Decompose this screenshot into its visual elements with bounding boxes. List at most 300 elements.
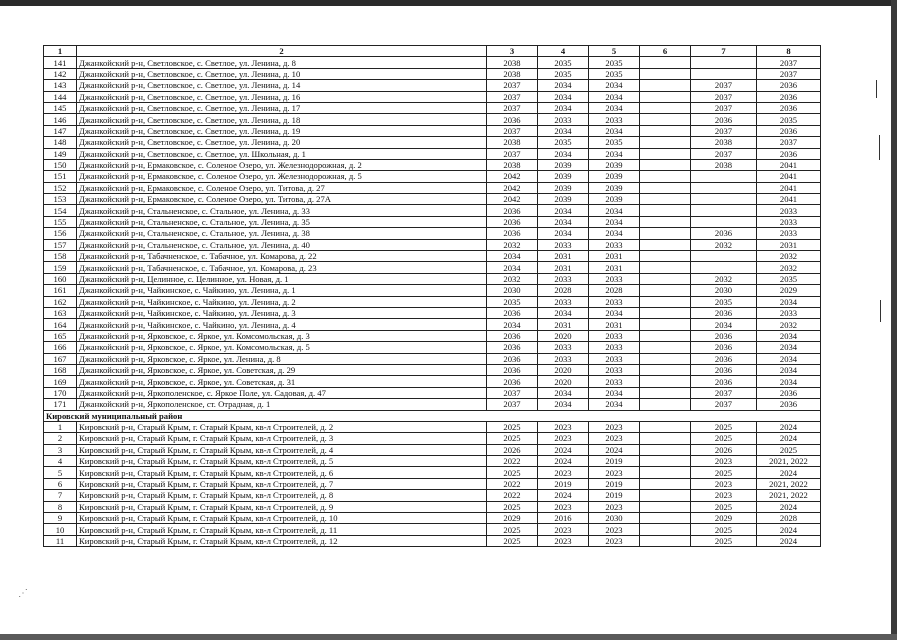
year-cell: [640, 228, 691, 239]
year-cell: 2024: [757, 467, 821, 478]
year-cell: 2033: [538, 273, 589, 284]
address-cell: Джанкойский р-н, Чайкинское, с. Чайкино, ул. Ленина, д. 3: [77, 307, 487, 318]
table-row: [44, 433, 821, 444]
year-cell: 2031: [538, 262, 589, 273]
year-cell: 2039: [538, 182, 589, 193]
year-cell: [640, 478, 691, 489]
row-number: 7: [44, 490, 77, 501]
year-cell: [640, 251, 691, 262]
year-cell: 2035: [589, 57, 640, 68]
row-number: 143: [44, 80, 77, 91]
year-cell: 2035: [589, 68, 640, 79]
address-cell: Кировский р-н, Старый Крым, г. Старый Крым, кв-л Строителей, д. 4: [77, 444, 487, 455]
year-cell: 2035: [691, 296, 757, 307]
row-number: 166: [44, 342, 77, 353]
header-row: [44, 46, 821, 57]
year-cell: [640, 353, 691, 364]
year-cell: [691, 205, 757, 216]
year-cell: [640, 68, 691, 79]
year-cell: [640, 467, 691, 478]
year-cell: 2037: [691, 387, 757, 398]
table-row: [44, 319, 821, 330]
year-cell: 2033: [538, 342, 589, 353]
year-cell: 2032: [691, 239, 757, 250]
year-cell: 2023: [538, 467, 589, 478]
year-cell: [640, 319, 691, 330]
row-number: 154: [44, 205, 77, 216]
year-cell: 2037: [691, 91, 757, 102]
year-cell: 2036: [691, 376, 757, 387]
year-cell: [640, 137, 691, 148]
address-cell: Кировский р-н, Старый Крым, г. Старый Крым, кв-л Строителей, д. 6: [77, 467, 487, 478]
row-number: 146: [44, 114, 77, 125]
year-cell: 2034: [538, 387, 589, 398]
row-number: 171: [44, 399, 77, 410]
address-cell: Джанкойский р-н, Светловское, с. Светлое, ул. Ленина, д. 17: [77, 102, 487, 113]
year-cell: 2038: [487, 159, 538, 170]
year-cell: [640, 444, 691, 455]
address-cell: Джанкойский р-н, Светловское, с. Светлое, ул. Ленина, д. 20: [77, 137, 487, 148]
year-cell: 2033: [589, 364, 640, 375]
year-cell: [691, 262, 757, 273]
year-cell: 2035: [487, 296, 538, 307]
address-cell: Кировский р-н, Старый Крым, г. Старый Крым, кв-л Строителей, д. 8: [77, 490, 487, 501]
address-cell: Джанкойский р-н, Светловское, с. Светлое, ул. Ленина, д. 10: [77, 68, 487, 79]
address-cell: Джанкойский р-н, Светловское, с. Светлое, ул. Ленина, д. 19: [77, 125, 487, 136]
scan-right-edge: [891, 0, 897, 640]
row-number: 11: [44, 535, 77, 546]
year-cell: 2021, 2022: [757, 478, 821, 489]
year-cell: 2033: [589, 273, 640, 284]
year-cell: 2033: [757, 216, 821, 227]
year-cell: 2034: [487, 262, 538, 273]
table-head: [44, 46, 821, 57]
year-cell: [640, 490, 691, 501]
year-cell: 2034: [538, 216, 589, 227]
year-cell: 2032: [487, 273, 538, 284]
year-cell: 2036: [691, 353, 757, 364]
year-cell: 2019: [589, 456, 640, 467]
column-header-5: 5: [589, 46, 640, 57]
year-cell: 2023: [589, 524, 640, 535]
year-cell: 2036: [691, 228, 757, 239]
address-cell: Джанкойский р-н, Яркополенское, с. Яркое Поле, ул. Садовая, д. 47: [77, 387, 487, 398]
row-number: 157: [44, 239, 77, 250]
table-row: [44, 114, 821, 125]
table-row: [44, 216, 821, 227]
year-cell: 2034: [538, 205, 589, 216]
year-cell: [640, 513, 691, 524]
year-cell: 2023: [589, 433, 640, 444]
year-cell: 2030: [691, 285, 757, 296]
year-cell: 2019: [538, 478, 589, 489]
year-cell: 2028: [538, 285, 589, 296]
year-cell: 2037: [487, 399, 538, 410]
year-cell: 2034: [589, 205, 640, 216]
address-cell: Джанкойский р-н, Стальненское, с. Стальное, ул. Ленина, д. 40: [77, 239, 487, 250]
table-row: [44, 228, 821, 239]
row-number: 4: [44, 456, 77, 467]
year-cell: [640, 330, 691, 341]
address-cell: Джанкойский р-н, Светловское, с. Светлое, ул. Ленина, д. 8: [77, 57, 487, 68]
row-number: 151: [44, 171, 77, 182]
year-cell: 2034: [757, 342, 821, 353]
year-cell: 2025: [487, 501, 538, 512]
year-cell: 2024: [757, 535, 821, 546]
row-number: 10: [44, 524, 77, 535]
row-number: 170: [44, 387, 77, 398]
year-cell: 2024: [538, 456, 589, 467]
address-cell: Кировский р-н, Старый Крым, г. Старый Крым, кв-л Строителей, д. 2: [77, 421, 487, 432]
table-row: [44, 467, 821, 478]
year-cell: 2034: [487, 251, 538, 262]
table-row: [44, 205, 821, 216]
column-header-4: 4: [538, 46, 589, 57]
year-cell: 2037: [487, 91, 538, 102]
year-cell: 2023: [538, 524, 589, 535]
year-cell: 2037: [757, 68, 821, 79]
year-cell: [640, 535, 691, 546]
year-cell: 2031: [538, 251, 589, 262]
year-cell: 2034: [538, 148, 589, 159]
table-body: [44, 57, 821, 547]
year-cell: 2024: [757, 501, 821, 512]
year-cell: [640, 421, 691, 432]
year-cell: 2022: [487, 490, 538, 501]
year-cell: 2031: [757, 239, 821, 250]
row-number: 167: [44, 353, 77, 364]
year-cell: [640, 307, 691, 318]
year-cell: 2025: [487, 433, 538, 444]
year-cell: 2037: [487, 80, 538, 91]
year-cell: 2021, 2022: [757, 456, 821, 467]
address-cell: Джанкойский р-н, Светловское, с. Светлое, ул. Ленина, д. 14: [77, 80, 487, 91]
table-row: [44, 91, 821, 102]
row-number: 144: [44, 91, 77, 102]
year-cell: [640, 205, 691, 216]
year-cell: [640, 387, 691, 398]
address-cell: Джанкойский р-н, Ермаковское, с. Соленое Озеро, ул. Железнодорожная, д. 5: [77, 171, 487, 182]
year-cell: 2025: [487, 524, 538, 535]
table-row: [44, 171, 821, 182]
year-cell: [640, 296, 691, 307]
section-title: Кировский муниципальный район: [44, 410, 821, 421]
table-row: [44, 513, 821, 524]
year-cell: 2034: [757, 376, 821, 387]
year-cell: 2016: [538, 513, 589, 524]
row-number: 141: [44, 57, 77, 68]
year-cell: 2038: [487, 57, 538, 68]
year-cell: 2036: [691, 342, 757, 353]
address-cell: Джанкойский р-н, Чайкинское, с. Чайкино, ул. Ленина, д. 2: [77, 296, 487, 307]
row-number: 142: [44, 68, 77, 79]
column-header-1: 1: [44, 46, 77, 57]
year-cell: [640, 364, 691, 375]
year-cell: [640, 57, 691, 68]
year-cell: 2032: [691, 273, 757, 284]
year-cell: 2034: [589, 387, 640, 398]
year-cell: 2038: [691, 137, 757, 148]
year-cell: [691, 251, 757, 262]
table-row: [44, 239, 821, 250]
table-row: [44, 57, 821, 68]
year-cell: [640, 148, 691, 159]
row-number: 150: [44, 159, 77, 170]
table-row: [44, 353, 821, 364]
row-number: 152: [44, 182, 77, 193]
year-cell: 2026: [487, 444, 538, 455]
year-cell: 2036: [487, 228, 538, 239]
year-cell: [640, 433, 691, 444]
scan-mark: [880, 300, 881, 322]
year-cell: [640, 102, 691, 113]
year-cell: [640, 125, 691, 136]
year-cell: 2035: [538, 57, 589, 68]
year-cell: 2033: [538, 239, 589, 250]
year-cell: [640, 524, 691, 535]
year-cell: 2034: [538, 102, 589, 113]
address-cell: Кировский р-н, Старый Крым, г. Старый Крым, кв-л Строителей, д. 3: [77, 433, 487, 444]
table-row: [44, 444, 821, 455]
table-row: [44, 296, 821, 307]
address-cell: Джанкойский р-н, Светловское, с. Светлое, ул. Ленина, д. 18: [77, 114, 487, 125]
address-cell: Джанкойский р-н, Чайкинское, с. Чайкино, ул. Ленина, д. 4: [77, 319, 487, 330]
year-cell: 2036: [487, 376, 538, 387]
year-cell: [640, 399, 691, 410]
year-cell: 2023: [538, 501, 589, 512]
row-number: 161: [44, 285, 77, 296]
year-cell: 2024: [589, 444, 640, 455]
year-cell: 2036: [487, 364, 538, 375]
year-cell: 2038: [691, 159, 757, 170]
year-cell: [691, 182, 757, 193]
scan-top-edge: [0, 0, 897, 6]
year-cell: [640, 376, 691, 387]
address-cell: Джанкойский р-н, Ермаковское, с. Соленое Озеро, ул. Железнодорожная, д. 2: [77, 159, 487, 170]
year-cell: 2037: [691, 102, 757, 113]
row-number: 168: [44, 364, 77, 375]
year-cell: 2034: [757, 353, 821, 364]
year-cell: [640, 285, 691, 296]
row-number: 2: [44, 433, 77, 444]
year-cell: 2036: [691, 114, 757, 125]
scan-mark: [876, 80, 877, 98]
column-header-6: 6: [640, 46, 691, 57]
address-cell: Джанкойский р-н, Светловское, с. Светлое, ул. Ленина, д. 16: [77, 91, 487, 102]
year-cell: 2034: [589, 216, 640, 227]
address-cell: Джанкойский р-н, Ермаковское, с. Соленое Озеро, ул. Титова, д. 27: [77, 182, 487, 193]
year-cell: 2036: [487, 114, 538, 125]
year-cell: 2034: [589, 80, 640, 91]
row-number: 3: [44, 444, 77, 455]
year-cell: 2036: [757, 91, 821, 102]
year-cell: 2033: [589, 296, 640, 307]
year-cell: 2021, 2022: [757, 490, 821, 501]
year-cell: 2024: [538, 490, 589, 501]
year-cell: 2041: [757, 159, 821, 170]
year-cell: [640, 273, 691, 284]
table-row: [44, 102, 821, 113]
address-cell: Джанкойский р-н, Ярковское, с. Яркое, ул. Комсомольская, д. 3: [77, 330, 487, 341]
table-row: [44, 194, 821, 205]
year-cell: 2036: [487, 216, 538, 227]
row-number: 147: [44, 125, 77, 136]
scan-mark: [879, 135, 880, 160]
table-row: [44, 262, 821, 273]
year-cell: 2034: [538, 125, 589, 136]
year-cell: 2025: [691, 433, 757, 444]
year-cell: 2031: [589, 319, 640, 330]
address-cell: Джанкойский р-н, Чайкинское, с. Чайкино, ул. Ленина, д. 1: [77, 285, 487, 296]
year-cell: 2028: [757, 513, 821, 524]
year-cell: 2034: [538, 91, 589, 102]
year-cell: 2038: [487, 68, 538, 79]
year-cell: 2035: [757, 114, 821, 125]
year-cell: 2036: [691, 307, 757, 318]
year-cell: 2034: [589, 307, 640, 318]
year-cell: 2034: [589, 228, 640, 239]
year-cell: 2023: [538, 535, 589, 546]
year-cell: 2036: [757, 387, 821, 398]
table-row: [44, 421, 821, 432]
year-cell: [640, 239, 691, 250]
year-cell: [640, 342, 691, 353]
row-number: 1: [44, 421, 77, 432]
row-number: 155: [44, 216, 77, 227]
address-cell: Джанкойский р-н, Ермаковское, с. Соленое Озеро, ул. Титова, д. 27А: [77, 194, 487, 205]
year-cell: [691, 171, 757, 182]
year-cell: 2031: [589, 262, 640, 273]
year-cell: 2039: [589, 171, 640, 182]
year-cell: 2025: [757, 444, 821, 455]
row-number: 5: [44, 467, 77, 478]
year-cell: 2034: [757, 296, 821, 307]
year-cell: 2025: [691, 421, 757, 432]
table-row: [44, 490, 821, 501]
row-number: 153: [44, 194, 77, 205]
address-cell: Кировский р-н, Старый Крым, г. Старый Крым, кв-л Строителей, д. 12: [77, 535, 487, 546]
year-cell: 2020: [538, 376, 589, 387]
year-cell: 2023: [589, 467, 640, 478]
year-cell: 2039: [589, 194, 640, 205]
year-cell: 2037: [757, 137, 821, 148]
year-cell: 2033: [589, 353, 640, 364]
year-cell: 2025: [487, 467, 538, 478]
address-cell: Кировский р-н, Старый Крым, г. Старый Крым, кв-л Строителей, д. 10: [77, 513, 487, 524]
address-cell: Джанкойский р-н, Табачненское, с. Табачное, ул. Комарова, д. 22: [77, 251, 487, 262]
year-cell: 2042: [487, 171, 538, 182]
table-row: [44, 456, 821, 467]
year-cell: 2034: [538, 307, 589, 318]
section-row: [44, 410, 821, 421]
year-cell: [640, 159, 691, 170]
address-cell: Джанкойский р-н, Стальненское, с. Стальное, ул. Ленина, д. 35: [77, 216, 487, 227]
year-cell: 2036: [691, 330, 757, 341]
address-cell: Джанкойский р-н, Целинное, с. Целинное, ул. Новая, д. 1: [77, 273, 487, 284]
address-cell: Джанкойский р-н, Ярковское, с. Яркое, ул. Советская, д. 31: [77, 376, 487, 387]
table-row: [44, 251, 821, 262]
year-cell: 2037: [487, 125, 538, 136]
year-cell: 2033: [589, 114, 640, 125]
row-number: 163: [44, 307, 77, 318]
year-cell: 2035: [757, 273, 821, 284]
year-cell: 2039: [538, 171, 589, 182]
year-cell: [640, 114, 691, 125]
column-header-2: 2: [77, 46, 487, 57]
column-header-8: 8: [757, 46, 821, 57]
column-header-3: 3: [487, 46, 538, 57]
year-cell: 2023: [589, 501, 640, 512]
year-cell: 2023: [538, 433, 589, 444]
row-number: 6: [44, 478, 77, 489]
year-cell: 2034: [589, 91, 640, 102]
year-cell: 2037: [691, 125, 757, 136]
year-cell: 2037: [487, 387, 538, 398]
table-row: [44, 524, 821, 535]
year-cell: 2034: [589, 399, 640, 410]
year-cell: 2034: [538, 399, 589, 410]
address-cell: Джанкойский р-н, Ярковское, с. Яркое, ул. Ленина, д. 8: [77, 353, 487, 364]
year-cell: 2031: [589, 251, 640, 262]
year-cell: 2041: [757, 194, 821, 205]
year-cell: 2036: [757, 148, 821, 159]
year-cell: [640, 262, 691, 273]
address-cell: Джанкойский р-н, Табачненское, с. Табачное, ул. Комарова, д. 23: [77, 262, 487, 273]
row-number: 164: [44, 319, 77, 330]
year-cell: 2030: [487, 285, 538, 296]
year-cell: [691, 194, 757, 205]
year-cell: 2039: [538, 159, 589, 170]
year-cell: 2024: [757, 421, 821, 432]
year-cell: 2037: [487, 148, 538, 159]
year-cell: 2029: [487, 513, 538, 524]
year-cell: 2035: [538, 68, 589, 79]
year-cell: 2034: [757, 364, 821, 375]
year-cell: 2025: [691, 467, 757, 478]
address-cell: Джанкойский р-н, Светловское, с. Светлое, ул. Школьная, д. 1: [77, 148, 487, 159]
schedule-table: [43, 45, 821, 547]
year-cell: 2020: [538, 364, 589, 375]
address-cell: Джанкойский р-н, Стальненское, с. Стальное, ул. Ленина, д. 38: [77, 228, 487, 239]
year-cell: 2030: [589, 513, 640, 524]
year-cell: 2033: [757, 228, 821, 239]
year-cell: 2023: [538, 421, 589, 432]
table-row: [44, 478, 821, 489]
year-cell: 2036: [487, 353, 538, 364]
table-row: [44, 137, 821, 148]
address-cell: Джанкойский р-н, Ярковское, с. Яркое, ул. Советская, д. 29: [77, 364, 487, 375]
table-row: [44, 364, 821, 375]
year-cell: 2024: [757, 433, 821, 444]
year-cell: 2036: [487, 205, 538, 216]
year-cell: [640, 216, 691, 227]
table-row: [44, 387, 821, 398]
year-cell: 2034: [589, 125, 640, 136]
address-cell: Кировский р-н, Старый Крым, г. Старый Крым, кв-л Строителей, д. 5: [77, 456, 487, 467]
row-number: 145: [44, 102, 77, 113]
year-cell: 2024: [538, 444, 589, 455]
year-cell: 2037: [691, 148, 757, 159]
year-cell: 2038: [487, 137, 538, 148]
scan-bottom-edge: [0, 634, 897, 640]
year-cell: 2020: [538, 330, 589, 341]
year-cell: 2028: [589, 285, 640, 296]
table-row: [44, 182, 821, 193]
row-number: 9: [44, 513, 77, 524]
row-number: 160: [44, 273, 77, 284]
year-cell: 2029: [757, 285, 821, 296]
table-row: [44, 342, 821, 353]
